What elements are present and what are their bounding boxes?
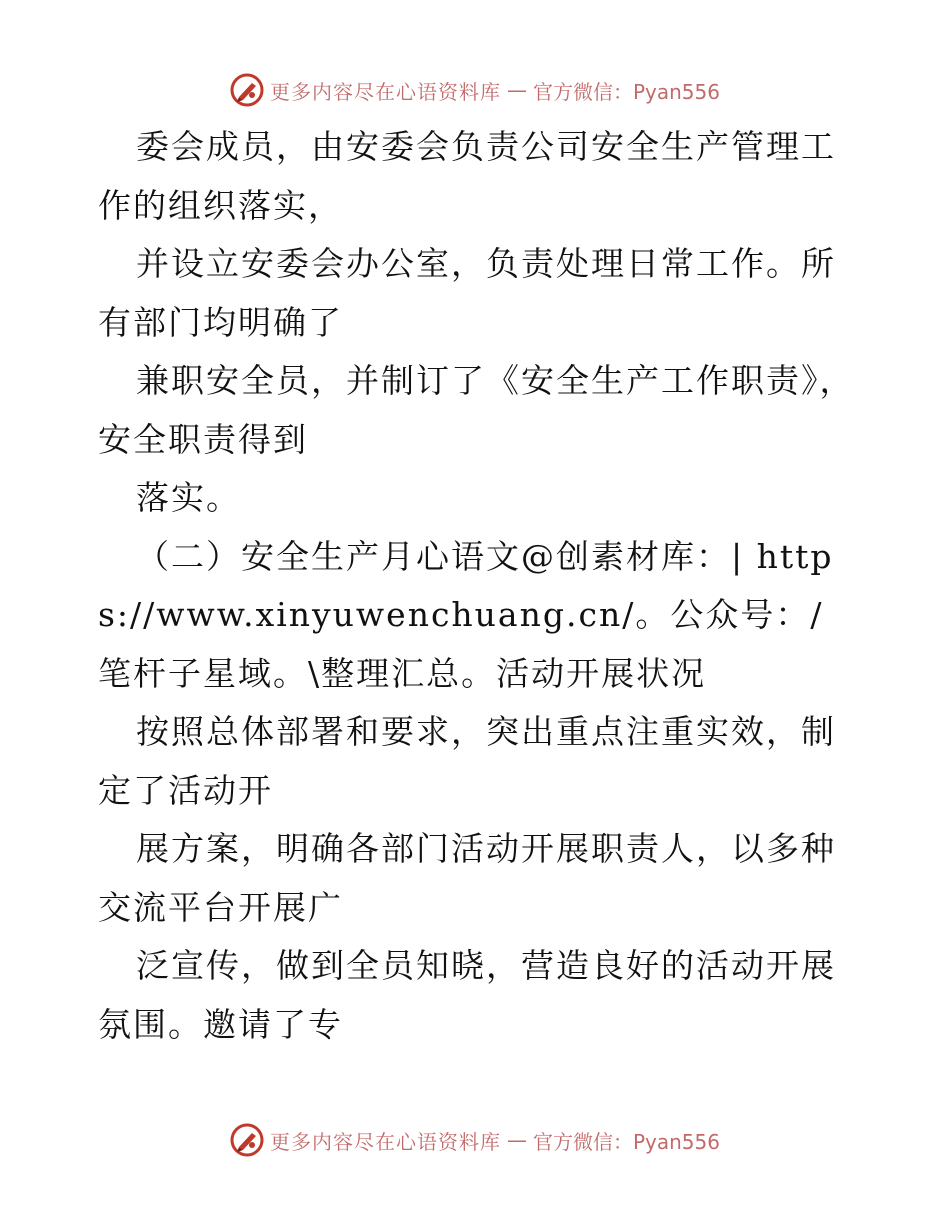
header-watermark [0,70,950,110]
paragraph-7: 展方案，明确各部门活动开展职责人，以多种交流平台开展广 [98,829,836,927]
paragraph-2: 并设立安委会办公室，负责处理日常工作。所有部门均明确了 [98,244,836,342]
document-body [98,118,858,1054]
paragraph-1: 委会成员，由安委会负责公司安全生产管理工作的组织落实， [98,127,836,225]
paragraph-8: 泛宣传，做到全员知晓，营造良好的活动开展氛围。邀请了专 [98,946,836,1044]
header-site-text: 更多内容尽在心语资料库 [269,79,501,104]
footer-separator: — [506,1128,527,1152]
header-wechat-text: 官方微信：Pyan556 [532,79,720,104]
paragraph-4: 落实。 [136,478,241,517]
footer-watermark [0,1120,950,1160]
header-separator: — [506,78,527,102]
logo-icon [230,73,264,107]
paragraph-5: （二）安全生产月心语文@创素材库：| https://www.xinyuwenchuang.cn/。公众号：/笔杆子星域。\整理汇总。活动开展状况 [98,536,834,693]
logo-icon [230,1123,264,1157]
paragraph-6: 按照总体部署和要求，突出重点注重实效，制定了活动开 [98,712,836,810]
footer-site-text: 更多内容尽在心语资料库 [269,1129,501,1154]
paragraph-3: 兼职安全员，并制订了《安全生产工作职责》，安全职责得到 [98,361,855,459]
footer-wechat-text: 官方微信：Pyan556 [532,1129,720,1154]
